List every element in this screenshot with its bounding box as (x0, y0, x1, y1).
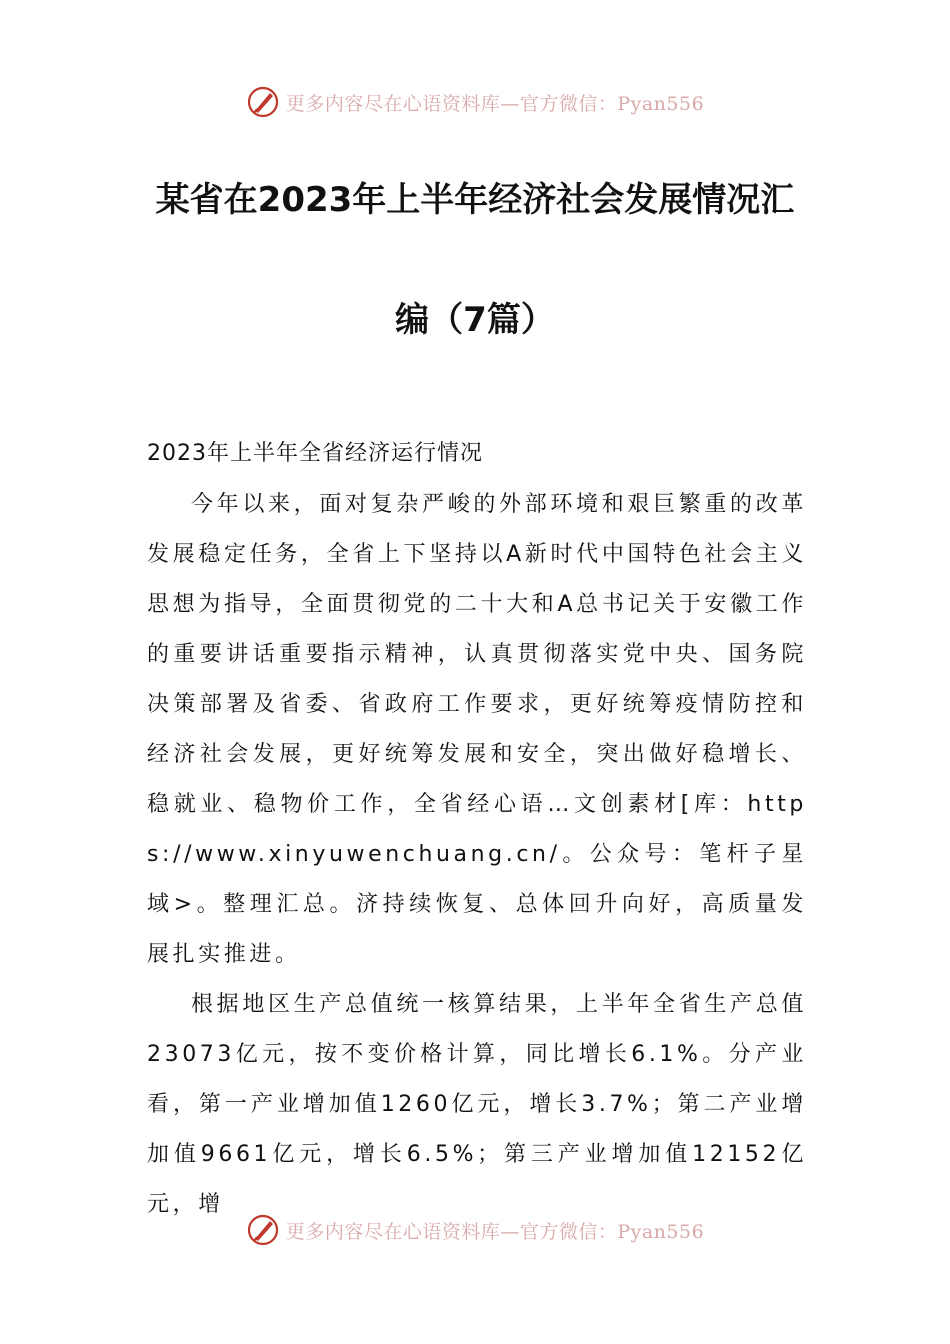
watermark-text: 更多内容尽在心语资料库—官方微信：Pyan556 (285, 1220, 705, 1243)
quill-pen-seal-icon (246, 1213, 280, 1247)
watermark-banner-bottom (0, 1210, 950, 1250)
body-paragraph-2: 根据地区生产总值统一核算结果，上半年全省生产总值23073亿元，按不变价格计算，同比增长6.1%。分产业看，第一产业增加值1260亿元，增长3.7%；第二产业增加值9661亿元，增长6.5%；第三产业增加值12152亿元，增 (147, 992, 807, 1217)
body-paragraph-1: 今年以来，面对复杂严峻的外部环境和艰巨繁重的改革发展稳定任务，全省上下坚持以A新时代中国特色社会主义思想为指导，全面贯彻党的二十大和A总书记关于安徽工作的重要讲话重要指示精神，认真贯彻落实党中央、国务院决策部署及省委、省政府工作要求，更好统筹疫情防控和经济社会发展，更好统筹发展和安全，突出做好稳增长、稳就业、稳物价工作，全省经心语…文创素材[库：https://www.xinyuwenchuang.cn/。公众号：笔杆子星域>。整理汇总。济持续恢复、总体回升向好，高质量发展扎实推进。 (147, 492, 807, 967)
watermark-banner-top (0, 82, 950, 122)
watermark-text: 更多内容尽在心语资料库—官方微信：Pyan556 (285, 92, 705, 115)
document-title-line-1: 某省在2023年上半年经济社会发展情况汇 (155, 180, 795, 220)
quill-pen-seal-icon (246, 85, 280, 119)
document-title-line-2: 编（7篇） (395, 300, 555, 340)
section-heading: 2023年上半年全省经济运行情况 (147, 441, 483, 466)
